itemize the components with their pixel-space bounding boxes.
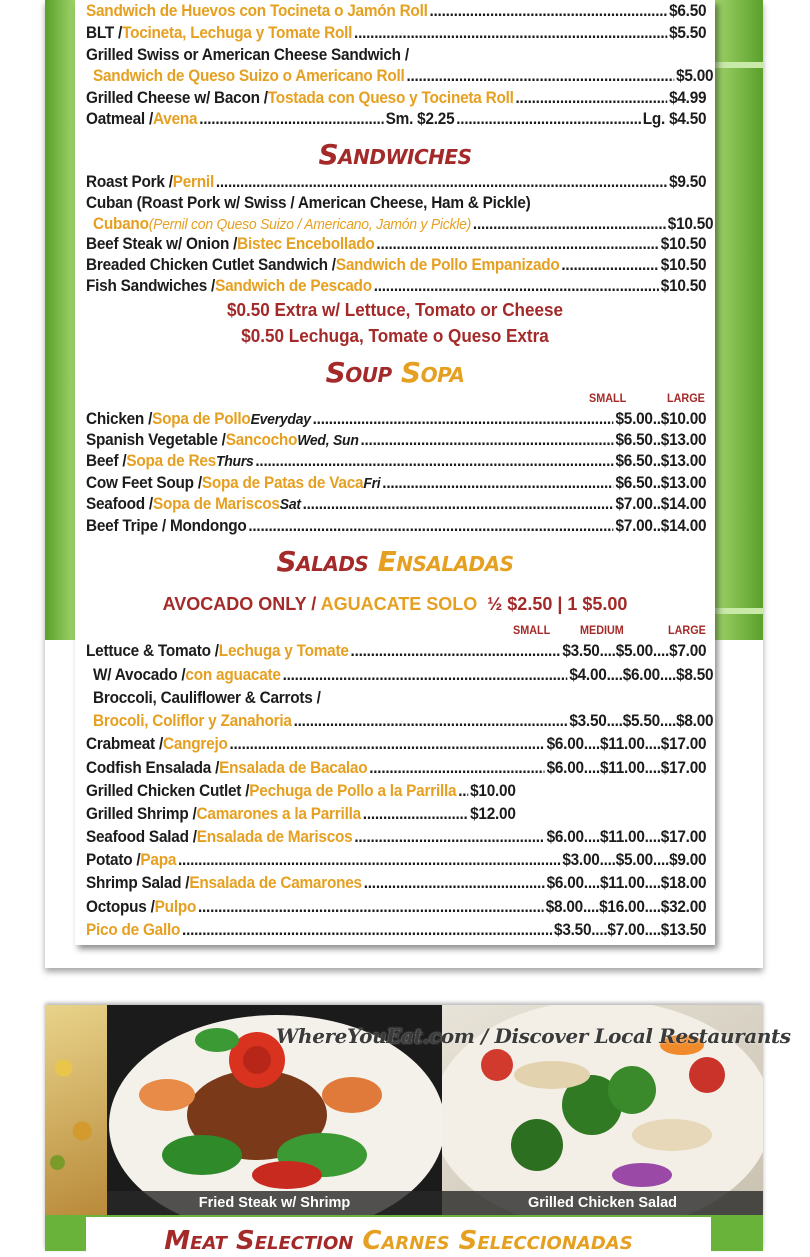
- salad-col-small: SMALL: [513, 623, 551, 637]
- item-name-en: Beef Steak w/ Onion /: [86, 235, 238, 253]
- item-name-en: Beef /: [86, 452, 127, 470]
- price-separator: ....: [583, 874, 600, 892]
- item-name-es: Sancocho: [225, 431, 298, 449]
- leader-dots: [182, 921, 552, 940]
- item-day: Sat: [279, 496, 301, 513]
- price-medium: $11.00: [599, 759, 645, 777]
- leader-dots: [364, 874, 545, 893]
- price-separator: ....: [606, 666, 623, 684]
- item-name-en: Beef Tripe / Mondongo: [86, 517, 247, 535]
- price-small: $7.00: [615, 517, 653, 535]
- price-small: $4.00: [569, 666, 607, 684]
- item-name-es: Lechuga y Tomate: [218, 642, 349, 660]
- item-name-en: Sandwich de Huevos con Tocineta o Jamón Roll: [86, 2, 428, 20]
- sandwich-item: [86, 194, 706, 213]
- price-large: $13.00: [660, 452, 707, 470]
- item-name-es: Ensalada de Bacalao: [219, 759, 368, 777]
- price-medium: $5.50: [622, 712, 660, 730]
- price-medium: $16.00: [599, 898, 645, 916]
- price-separator: ....: [659, 666, 677, 684]
- soup-item: [86, 517, 706, 536]
- leader-dots: [363, 805, 468, 824]
- price-large: $14.00: [660, 517, 707, 535]
- salad-item: [86, 851, 706, 870]
- price-separator: ..: [652, 474, 661, 492]
- item-name-en: Spanish Vegetable /: [86, 431, 226, 449]
- item-note: (Pernil con Queso Suizo / Americano, Jamón y Pickle): [148, 216, 472, 233]
- price-medium: $11.00: [599, 874, 645, 892]
- salad-item: [86, 828, 706, 847]
- item-price: $4.99: [669, 89, 707, 107]
- soup-col-large: LARGE: [667, 391, 705, 405]
- sandwich-item: [86, 277, 706, 296]
- price-small: $5.00: [615, 410, 653, 428]
- price-separator: ..: [652, 410, 661, 428]
- price-separator: ..: [652, 431, 661, 449]
- item-name-en: Shrimp Salad /: [86, 874, 190, 892]
- item-price: Sm. $2.25: [385, 110, 455, 128]
- item-name-en: Seafood Salad /: [86, 828, 197, 846]
- item-name-es: Sopa de Mariscos: [152, 495, 280, 513]
- item-name-en: Grilled Cheese w/ Bacon /: [86, 89, 268, 107]
- soup-title: Soup Sopa: [325, 356, 465, 389]
- price-medium: $11.00: [599, 828, 645, 846]
- price-small: $6.50: [615, 431, 653, 449]
- price-small: $6.00: [546, 828, 584, 846]
- sandwich-extra-es: $0.50 Lechuga, Tomate o Queso Extra: [241, 326, 549, 346]
- leader-dots: [294, 712, 568, 731]
- soup-item: [86, 452, 706, 471]
- price-small: $6.50: [615, 474, 653, 492]
- leader-dots: [313, 410, 614, 429]
- soup-col-small: SMALL: [589, 391, 627, 405]
- item-name-en: W/ Avocado /: [93, 666, 186, 684]
- price-large: $17.00: [660, 735, 707, 753]
- item-name-es: Sopa de Res: [126, 452, 216, 470]
- salad-item: [93, 666, 713, 685]
- salad-item: [86, 805, 706, 824]
- price-large: $13.00: [660, 431, 707, 449]
- breakfast-item: [86, 110, 706, 129]
- item-name-es: Bistec Encebollado: [237, 235, 375, 253]
- leader-dots: [354, 828, 544, 847]
- price-large: $13.00: [660, 474, 707, 492]
- item-name-es: Ensalada de Camarones: [189, 874, 362, 892]
- item-day: Wed, Sun: [297, 432, 359, 449]
- leader-dots: [178, 851, 560, 870]
- item-name-es: Papa: [140, 851, 177, 869]
- item-name-es: Pico de Gallo: [86, 921, 181, 939]
- food-photo-left: [45, 1005, 107, 1215]
- salad-item: [86, 898, 706, 917]
- salad-item: [86, 642, 706, 661]
- item-name-en: BLT /: [86, 24, 123, 42]
- salad-item: [86, 735, 706, 754]
- price-small: $3.50: [562, 642, 600, 660]
- sandwich-item: [86, 256, 706, 275]
- item-name-es: Ensalada de Mariscos: [196, 828, 353, 846]
- leader-dots: [516, 89, 668, 108]
- price-separator: ....: [644, 898, 661, 916]
- item-name-es: Tocineta, Lechuga y Tomate Roll: [122, 24, 353, 42]
- breakfast-item: [86, 2, 706, 21]
- price-separator: ....: [591, 921, 608, 939]
- item-name-en: Codfish Ensalada /: [86, 759, 220, 777]
- leader-dots: [561, 256, 659, 275]
- price-large: $18.00: [660, 874, 707, 892]
- price-separator: ....: [644, 759, 661, 777]
- leader-dots: [406, 67, 674, 86]
- price-large: $32.00: [660, 898, 707, 916]
- item-price: $9.50: [669, 173, 707, 191]
- leader-dots: [303, 495, 614, 514]
- item-price: $6.50: [669, 2, 707, 20]
- salad-item: [93, 712, 713, 731]
- leader-dots: [429, 2, 667, 21]
- sandwich-extra-en: $0.50 Extra w/ Lettuce, Tomato or Cheese: [226, 300, 564, 320]
- sandwich-item: [86, 235, 706, 254]
- item-price: $10.50: [660, 256, 707, 274]
- item-name-es: Sopa de Patas de Vaca: [201, 474, 364, 492]
- price-separator: ....: [582, 898, 600, 916]
- item-name-en: Potato /: [86, 851, 141, 869]
- caption-fried-steak: Fried Steak w/ Shrimp: [107, 1191, 442, 1215]
- item-name-es: Sandwich de Queso Suizo o Americano Roll: [93, 67, 405, 85]
- salad-item: [86, 874, 706, 893]
- item-name-en: Grilled Chicken Cutlet /: [86, 782, 250, 800]
- price-separator: ....: [583, 759, 600, 777]
- caption-grilled-chicken-salad: Grilled Chicken Salad: [442, 1191, 763, 1215]
- breakfast-item: [86, 46, 706, 65]
- leader-dots: [458, 782, 468, 801]
- leader-dots: [229, 735, 544, 754]
- price-separator: ....: [644, 828, 661, 846]
- salad-item: [86, 921, 706, 940]
- item-name-en: Grilled Shrimp /: [86, 805, 197, 823]
- leader-dots: [360, 431, 613, 450]
- item-name-es: Cangrejo: [162, 735, 228, 753]
- leader-dots: [351, 642, 561, 661]
- salad-col-large: LARGE: [668, 623, 706, 637]
- price-small: $6.00: [546, 759, 584, 777]
- price-large: $8.00: [676, 712, 714, 730]
- item-price: $5.00: [676, 67, 714, 85]
- price-separator: ....: [652, 851, 670, 869]
- leader-dots: [248, 517, 613, 536]
- price-medium: $11.00: [599, 735, 645, 753]
- price-small: $12.00: [470, 805, 516, 823]
- item-name-en: Fish Sandwiches /: [86, 277, 216, 295]
- item-name-es: Cubano: [93, 215, 149, 233]
- price-large: $14.00: [660, 495, 707, 513]
- item-name-en: Crabmeat /: [86, 735, 163, 753]
- breakfast-item: [93, 67, 713, 86]
- price-separator: ..: [652, 517, 661, 535]
- item-price: $10.50: [660, 277, 707, 295]
- price-large: $8.50: [676, 666, 714, 684]
- price-large: $9.00: [669, 851, 707, 869]
- price-separator: ....: [606, 712, 623, 730]
- leader-dots: [283, 666, 568, 685]
- item-name-es: Camarones a la Parrilla: [196, 805, 361, 823]
- breakfast-item: [86, 89, 706, 108]
- item-name-es: Pulpo: [154, 898, 197, 916]
- sandwiches-title: Sandwiches: [318, 138, 472, 171]
- sandwich-item: [86, 173, 706, 192]
- soup-item: [86, 495, 706, 514]
- price-small: $7.00: [615, 495, 653, 513]
- item-name-es: con aguacate: [185, 666, 281, 684]
- salad-item: [93, 689, 713, 708]
- item-name-es: Pechuga de Pollo a la Parrilla: [249, 782, 457, 800]
- item-name-es: Pernil: [172, 173, 215, 191]
- leader-dots: [456, 110, 641, 129]
- price-separator: ....: [644, 874, 661, 892]
- item-name-en: Cuban (Roast Pork w/ Swiss / American Cheese, Ham & Pickle): [86, 194, 531, 212]
- price-separator: ....: [644, 735, 661, 753]
- breakfast-item: [86, 24, 706, 43]
- item-name-es: Tostada con Queso y Tocineta Roll: [267, 89, 514, 107]
- item-name-en: Cow Feet Soup /: [86, 474, 202, 492]
- item-price: $10.50: [660, 235, 707, 253]
- price-large: $17.00: [660, 759, 707, 777]
- item-name-es: Sopa de Pollo: [152, 410, 251, 428]
- soup-item: [86, 410, 706, 429]
- leader-dots: [354, 24, 667, 43]
- sandwich-item: [93, 215, 713, 234]
- price-medium: $7.00: [607, 921, 645, 939]
- price-medium: $5.00: [615, 851, 653, 869]
- item-price-large: Lg. $4.50: [642, 110, 707, 128]
- price-large: $7.00: [669, 642, 707, 660]
- item-name-es: Brocoli, Coliflor y Zanahoria: [93, 712, 292, 730]
- leader-dots: [376, 235, 659, 254]
- price-separator: ..: [652, 495, 661, 513]
- item-name-en: Lettuce & Tomato /: [86, 642, 219, 660]
- price-large: $17.00: [660, 828, 707, 846]
- item-name-es: Sandwich de Pollo Empanizado: [335, 256, 560, 274]
- price-large: $10.00: [660, 410, 707, 428]
- leader-dots: [382, 474, 613, 493]
- left-green-band: [45, 0, 75, 640]
- leader-dots: [198, 898, 544, 917]
- item-day: Fri: [363, 475, 381, 492]
- price-small: $6.50: [615, 452, 653, 470]
- price-small: $10.00: [470, 782, 516, 800]
- salad-item: [86, 782, 706, 801]
- price-small: $6.00: [546, 735, 584, 753]
- leader-dots: [473, 215, 666, 234]
- leader-dots: [255, 452, 613, 471]
- price-medium: $6.00: [622, 666, 660, 684]
- avocado-only-line: AVOCADO ONLY / AGUACATE SOLO ½ $2.50 | 1 $5.00: [162, 594, 628, 614]
- leader-dots: [199, 110, 384, 129]
- item-day: Thurs: [215, 453, 254, 470]
- item-name-en: Seafood /: [86, 495, 153, 513]
- price-small: $8.00: [545, 898, 583, 916]
- item-price: $5.50: [669, 24, 707, 42]
- item-name-en: Chicken /: [86, 410, 153, 428]
- price-separator: ....: [599, 851, 616, 869]
- price-separator: ....: [652, 642, 670, 660]
- item-day: Everyday: [250, 411, 311, 428]
- price-small: $3.00: [562, 851, 600, 869]
- soup-item: [86, 474, 706, 493]
- price-medium: $5.00: [615, 642, 653, 660]
- watermark: WhereYouEat.com / Discover Local Restaurants: [276, 1024, 791, 1048]
- price-separator: ....: [599, 642, 616, 660]
- item-name-es: Avena: [153, 110, 198, 128]
- price-separator: ....: [659, 712, 677, 730]
- item-name-en: Broccoli, Cauliflower & Carrots /: [93, 689, 321, 707]
- salads-title: Salads Ensaladas: [276, 545, 514, 578]
- item-price: $10.50: [667, 215, 714, 233]
- price-separator: ....: [583, 735, 600, 753]
- right-green-band: [715, 0, 763, 640]
- item-name-en: Breaded Chicken Cutlet Sandwich /: [86, 256, 336, 274]
- item-name-es: Sandwich de Pescado: [215, 277, 372, 295]
- leader-dots: [369, 759, 544, 778]
- price-separator: ....: [644, 921, 661, 939]
- price-separator: ....: [583, 828, 600, 846]
- leader-dots: [216, 173, 667, 192]
- salad-item: [86, 759, 706, 778]
- item-name-en: Roast Pork /: [86, 173, 173, 191]
- price-small: $3.50: [569, 712, 607, 730]
- price-small: $6.00: [546, 874, 584, 892]
- leader-dots: [374, 277, 659, 296]
- item-name-en: Oatmeal /: [86, 110, 154, 128]
- price-small: $3.50: [554, 921, 592, 939]
- price-separator: ..: [652, 452, 661, 470]
- item-name-en: Grilled Swiss or American Cheese Sandwich /: [86, 46, 409, 64]
- soup-item: [86, 431, 706, 450]
- price-large: $13.50: [660, 921, 707, 939]
- salad-col-medium: MEDIUM: [580, 623, 624, 637]
- item-name-en: Octopus /: [86, 898, 155, 916]
- meat-title: Meat Selection Carnes Seleccionadas: [164, 1226, 633, 1256]
